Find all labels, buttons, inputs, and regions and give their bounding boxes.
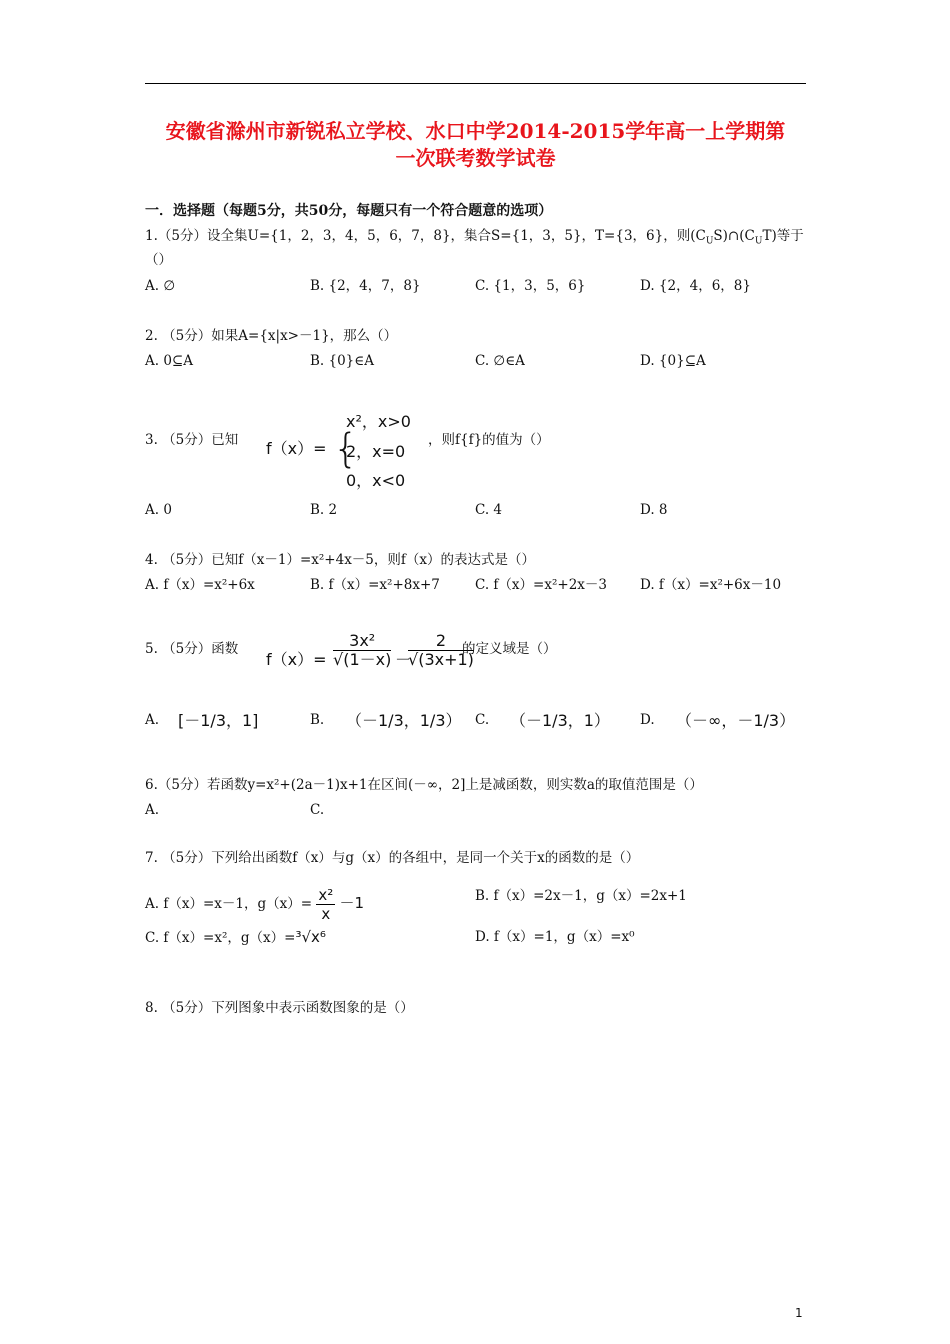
q3-prefix: 3. （5分）已知 [145,432,239,448]
q5-fx: f（x）= [266,650,327,669]
q6-option-a: A. [145,802,160,818]
q2-option-a: A. 0⊆A [145,353,193,369]
q3-case-1: x²，x>0 [346,412,411,431]
q1-option-b: B. {2，4，7，8} [310,278,421,294]
q5-option-a: [－1/3，1] [178,711,259,730]
q1-stem: 1.（5分）设全集U={1，2，3，4，5，6，7，8}，集合S={1，3，5}，T={3，6}，则$(C_US)\cap(C_UT)$等于 [145,228,804,247]
q5-fraction-2: $\frac{2}{√(3x+1)}$ [408,631,474,669]
q6-option-c: C. [310,802,325,818]
q7-option-a: A. f（x）=x－1，g（x）= $\frac{\text{x²}}{x}$ －1 [145,886,365,923]
q3-case-2: 2，x=0 [346,442,406,461]
q7-option-c: C. f（x）=x²，g（x）=³√x⁶ [145,928,326,946]
header-rule [145,83,806,84]
q4-option-d: D. f（x）=x²+6x－10 [640,577,782,593]
q4-option-b: B. f（x）=x²+8x+7 [310,577,440,593]
q1-option-a: A. ∅ [145,278,176,294]
q7-stem: 7. （5分）下列给出函数f（x）与g（x）的各组中，是同一个关于x的函数的是（） [145,850,640,866]
q2-option-c: C. ∅∈A [475,353,525,369]
q5-prefix: 5. （5分）函数 [145,641,239,657]
document-title [140,118,811,172]
q5-option-c-label: C. [475,712,490,728]
q5-suffix: 的定义域是（） [462,641,557,657]
q4-option-a: A. f（x）=x²+6x [145,577,255,593]
q3-option-d: D. 8 [640,502,668,518]
q3-option-b: B. 2 [310,502,338,518]
q8-stem: 8. （5分）下列图象中表示函数图象的是（） [145,1000,414,1016]
q2-option-d: D. {0}⊆A [640,353,706,369]
q5-option-b: （－1/3，1/3） [346,711,462,730]
q3-brace: { [333,426,359,472]
q5-option-d-label: D. [640,712,655,728]
q1-stem-cont: （） [145,252,172,268]
q3-fx: f（x）= [266,439,327,458]
q5-fraction-1: $\frac{\text{3x²}}{√(1-x)}$ [333,631,392,669]
title-line-2: 一次联考数学试卷 [395,146,556,170]
q5-minus: － [395,650,412,669]
q5-option-b-label: B. [310,712,325,728]
q4-option-c: C. f（x）=x²+2x－3 [475,577,607,593]
q5-option-c: （－1/3，1） [510,711,610,730]
q3-case-3: 0，x<0 [346,471,406,490]
q2-option-b: B. {0}∈A [310,353,375,369]
q1-option-c: C. {1，3，5，6} [475,278,586,294]
section-heading: 一．选择题（每题5分，共50分，每题只有一个符合题意的选项） [145,203,553,219]
q2-stem: 2. （5分）如果A={x|x>－1}，那么（） [145,328,398,344]
page-number: 1 [795,1306,803,1320]
q7-option-b: B. f（x）=2x－1，g（x）=2x+1 [475,888,687,904]
q5-option-a-label: A. [145,712,160,728]
q3-option-a: A. 0 [145,502,172,518]
q4-stem: 4. （5分）已知f（x－1）=x²+4x－5，则f（x）的表达式是（） [145,552,536,568]
q7-option-d: D. f（x）=1，g（x）=x⁰ [475,929,635,945]
q3-option-c: C. 4 [475,502,503,518]
q5-option-d: （－∞，－1/3） [676,711,796,730]
q1-option-d: D. {2，4，6，8} [640,278,751,294]
q6-stem: 6.（5分）若函数y=x²+(2a－1)x+1在区间(－∞，2]上是减函数，则实数a的取值范围是（） [145,777,703,793]
q3-suffix: ，则f{f}的值为（） [428,432,550,448]
title-line-1: 安徽省滁州市新锐私立学校、水口中学2014-2015学年高一上学期第 [165,119,786,143]
